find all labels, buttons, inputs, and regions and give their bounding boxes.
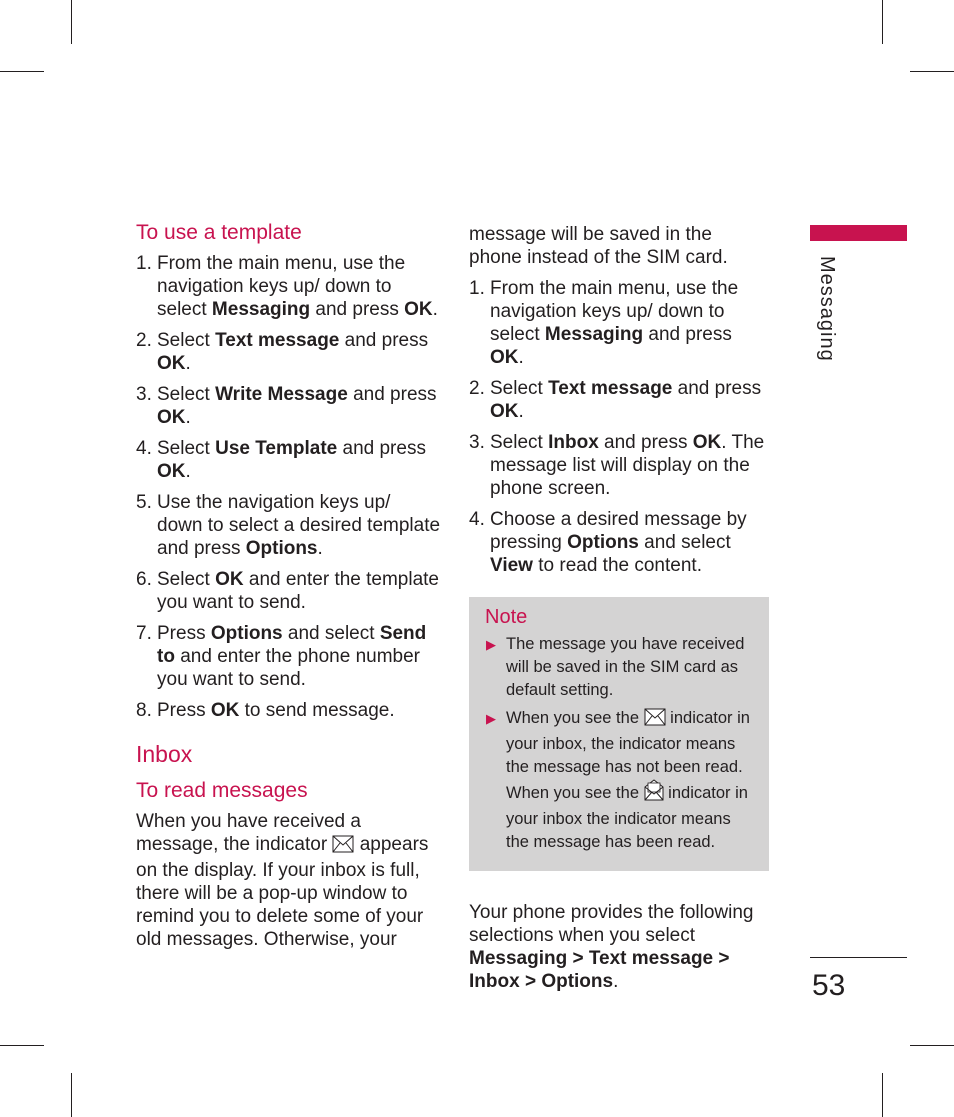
crop-mark bbox=[71, 1073, 72, 1117]
note-title: Note bbox=[485, 606, 528, 628]
list-item: 1. From the main menu, use the navigation keys up/ down to select Messaging and press OK. bbox=[136, 253, 438, 320]
section-tab-bar bbox=[810, 225, 907, 241]
left-column bbox=[136, 220, 441, 951]
template-heading: To use a template bbox=[136, 221, 302, 244]
crop-mark bbox=[882, 1073, 883, 1117]
list-item: 2. Select Text message and press OK. bbox=[136, 330, 429, 374]
arrow-right-icon: ▶ bbox=[486, 711, 496, 726]
list-item: 4. Select Use Template and press OK. bbox=[136, 438, 426, 482]
crop-mark bbox=[910, 1045, 954, 1046]
crop-mark bbox=[0, 71, 44, 72]
arrow-right-icon: ▶ bbox=[486, 637, 496, 652]
list-item: 1. From the main menu, use the navigation keys up/ down to select Messaging and press OK. bbox=[469, 278, 739, 368]
crop-mark bbox=[0, 1045, 44, 1046]
crop-mark bbox=[910, 71, 954, 72]
right-column bbox=[469, 220, 769, 993]
page-number: 53 bbox=[812, 969, 846, 1002]
continued-paragraph: message will be saved in the phone instead of the SIM card. bbox=[469, 224, 728, 268]
envelope-closed-icon bbox=[332, 835, 354, 859]
crop-mark bbox=[882, 0, 883, 44]
inbox-paragraph: When you have received a message, the indicator appears on the display. If your inbox is full, there will be a pop-up window to remind you to delete some of your old messages. Otherwise, your bbox=[136, 811, 429, 950]
template-steps bbox=[136, 252, 441, 722]
closing-paragraph: Your phone provides the following selections when you select Messaging > Text message > Inbox > Options. bbox=[469, 902, 754, 992]
list-item: 6. Select OK and enter the template you want to send. bbox=[136, 569, 440, 613]
list-item: 4. Choose a desired message by pressing Options and select View to read the content. bbox=[469, 509, 747, 576]
note-box bbox=[469, 597, 769, 871]
list-item: 8. Press OK to send message. bbox=[136, 700, 395, 721]
note-item: ▶ The message you have received will be saved in the SIM card as default setting. bbox=[486, 635, 745, 699]
read-steps bbox=[469, 277, 769, 577]
inbox-heading: Inbox bbox=[136, 741, 193, 767]
list-item: 2. Select Text message and press OK. bbox=[469, 378, 762, 422]
read-messages-heading: To read messages bbox=[136, 779, 308, 802]
list-item: 3. Select Inbox and press OK. The message list will display on the phone screen. bbox=[469, 432, 765, 499]
envelope-closed-icon bbox=[644, 708, 666, 733]
note-item: ▶ When you see the indicator in your inbox, the indicator means the message has not been read. When you see the indicator in your inbox the indicator means the message has been read. bbox=[486, 709, 750, 851]
list-item: 5. Use the navigation keys up/ down to select a desired template and press Options. bbox=[136, 492, 441, 559]
page-number-rule bbox=[810, 957, 907, 958]
section-label: Messaging bbox=[816, 256, 838, 362]
list-item: 7. Press Options and select Send to and enter the phone number you want to send. bbox=[136, 623, 427, 690]
envelope-open-icon bbox=[644, 779, 664, 808]
list-item: 3. Select Write Message and press OK. bbox=[136, 384, 437, 428]
crop-mark bbox=[71, 0, 72, 44]
